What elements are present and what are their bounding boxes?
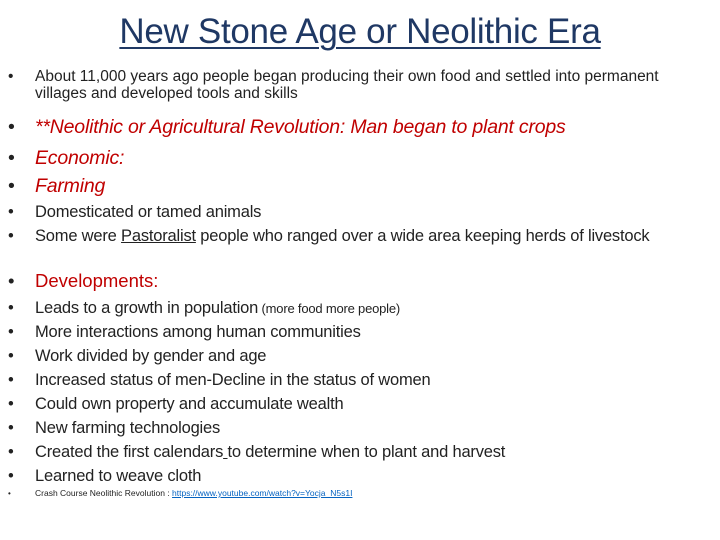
bullet: • <box>8 323 14 341</box>
intro-text: About 11,000 years ago people began producing their own food and settled into permanent villages and developed tools and skills <box>35 68 659 102</box>
growth-text: Leads to a growth in population <box>35 299 259 317</box>
bullet: • <box>8 203 14 221</box>
bullet: • <box>8 489 11 498</box>
bullet: • <box>8 467 14 485</box>
bullet: • <box>8 395 14 413</box>
calendars-text-a: Created the first calendars <box>35 443 224 461</box>
development-text: Increased status of men-Decline in the status of women <box>35 371 431 389</box>
pastoralist-prefix: Some were <box>35 227 122 245</box>
bullet: • <box>8 116 15 138</box>
footnote-text <box>35 488 714 499</box>
video-link[interactable]: https://www.youtube.com/watch?v=Yocja_N5s1I <box>172 488 353 498</box>
development-text <box>35 442 714 462</box>
bullet: • <box>8 68 14 85</box>
pastoralist-term: Pastoralist <box>121 227 196 245</box>
pastoralist-suffix: people who ranged over a wide area keeping herds of livestock <box>195 227 650 245</box>
bullet: • <box>8 270 15 291</box>
footnote-label: Crash Course Neolithic Revolution : <box>35 488 173 498</box>
development-text: Could own property and accumulate wealth <box>35 395 344 413</box>
bullet: • <box>8 419 14 437</box>
domesticated-text: Domesticated or tamed animals <box>35 203 262 221</box>
growth-note: (more food more people) <box>258 301 401 316</box>
bullet: • <box>8 299 14 317</box>
bullet: • <box>8 347 14 365</box>
bullet: • <box>8 227 14 245</box>
development-text: New farming technologies <box>35 419 221 437</box>
farming-text: Farming <box>35 175 106 197</box>
bullet: • <box>8 371 14 389</box>
revolution-text: **Neolithic or Agricultural Revolution: Man began to plant crops <box>35 116 566 138</box>
bullet: • <box>8 175 15 197</box>
calendars-text-b: to determine when to plant and harvest <box>227 443 506 461</box>
bullet: • <box>8 443 14 461</box>
development-text: Learned to weave cloth <box>35 467 202 485</box>
economic-text: Economic: <box>35 147 125 169</box>
development-text <box>35 298 714 319</box>
page-title: New Stone Age or Neolithic Era <box>119 12 601 51</box>
pastoralist-text <box>35 227 714 246</box>
bullet: • <box>8 147 15 169</box>
development-text: More interactions among human communities <box>35 323 361 341</box>
development-text: Work divided by gender and age <box>35 347 267 365</box>
developments-heading: Developments: <box>35 270 159 291</box>
